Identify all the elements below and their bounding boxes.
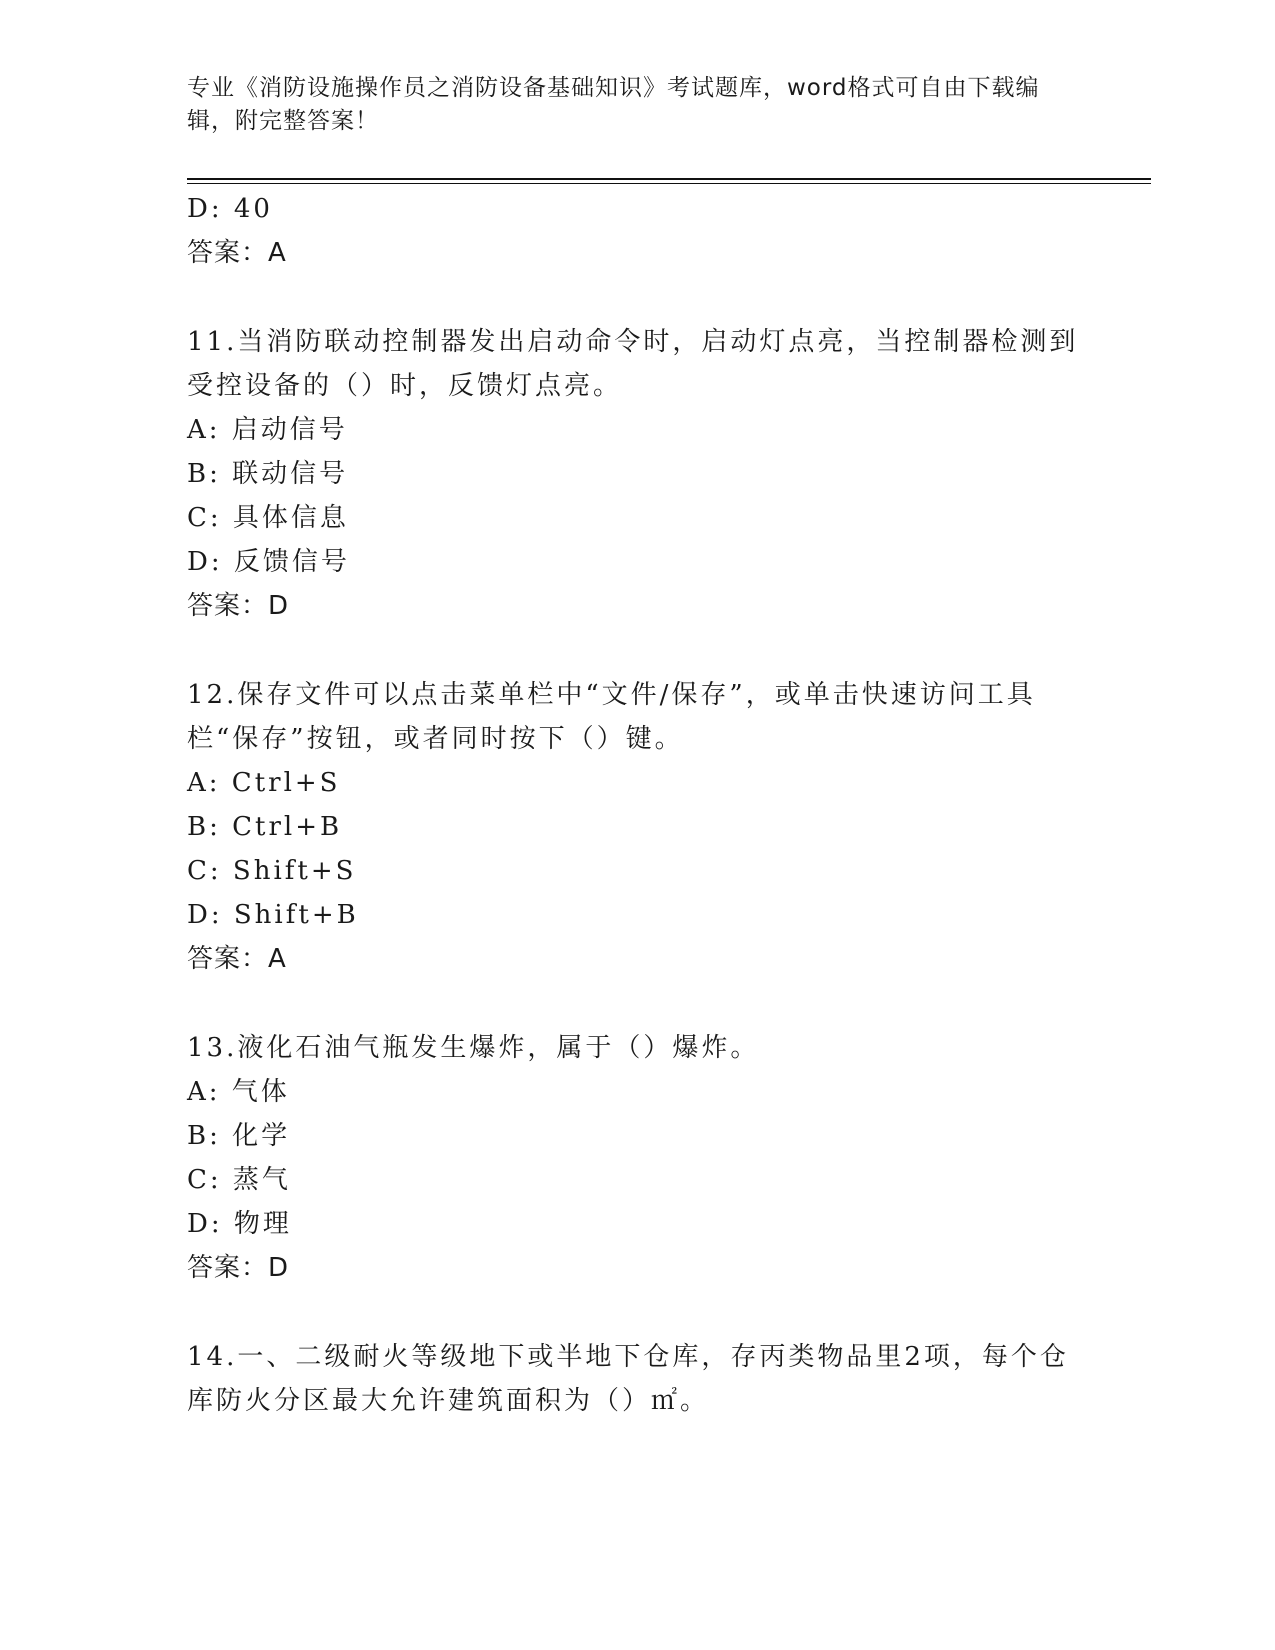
q13-option-d: D: 物理	[187, 1209, 292, 1239]
q13-option-b: B: 化学	[187, 1121, 291, 1151]
q11-answer: 答案：D	[187, 591, 290, 621]
q11-stem-line-2: 受控设备的（）时，反馈灯点亮。	[187, 371, 623, 401]
q12-stem-line-2: 栏“保存”按钮，或者同时按下（）键。	[187, 724, 684, 754]
q13-stem-line-1: 13.液化石油气瓶发生爆炸，属于（）爆炸。	[187, 1033, 760, 1063]
q11-option-a: A: 启动信号	[187, 415, 348, 445]
q11-option-b: B: 联动信号	[187, 459, 349, 489]
q12-option-d: D: Shift+B	[187, 900, 359, 930]
q11-stem-line-1: 11.当消防联动控制器发出启动命令时，启动灯点亮，当控制器检测到	[187, 327, 1079, 357]
q12-option-b: B: Ctrl+B	[187, 812, 343, 842]
prev-option-d: D: 40	[187, 194, 273, 224]
q12-option-a: A: Ctrl+S	[187, 768, 341, 798]
prev-answer: 答案：A	[187, 238, 287, 268]
header-line-1: 专业《消防设施操作员之消防设备基础知识》考试题库，word格式可自由下载编	[187, 75, 1040, 101]
header-divider-thick	[187, 178, 1151, 180]
q12-option-c: C: Shift+S	[187, 856, 357, 886]
q13-option-c: C: 蒸气	[187, 1165, 291, 1195]
q12-stem-line-1: 12.保存文件可以点击菜单栏中“文件/保存”，或单击快速访问工具	[187, 680, 1036, 710]
q12-answer: 答案：A	[187, 944, 287, 974]
q14-stem-line-2: 库防火分区最大允许建筑面积为（）㎡。	[187, 1386, 710, 1416]
q13-option-a: A: 气体	[187, 1077, 290, 1107]
q11-option-d: D: 反馈信号	[187, 547, 350, 577]
q14-stem-line-1: 14.一、二级耐火等级地下或半地下仓库，存丙类物品里2项，每个仓	[187, 1342, 1069, 1372]
document-header	[187, 72, 1067, 138]
header-divider-thin	[187, 183, 1151, 184]
header-line-2: 辑，附完整答案！	[187, 108, 379, 134]
q13-answer: 答案：D	[187, 1253, 290, 1283]
q11-option-c: C: 具体信息	[187, 503, 349, 533]
